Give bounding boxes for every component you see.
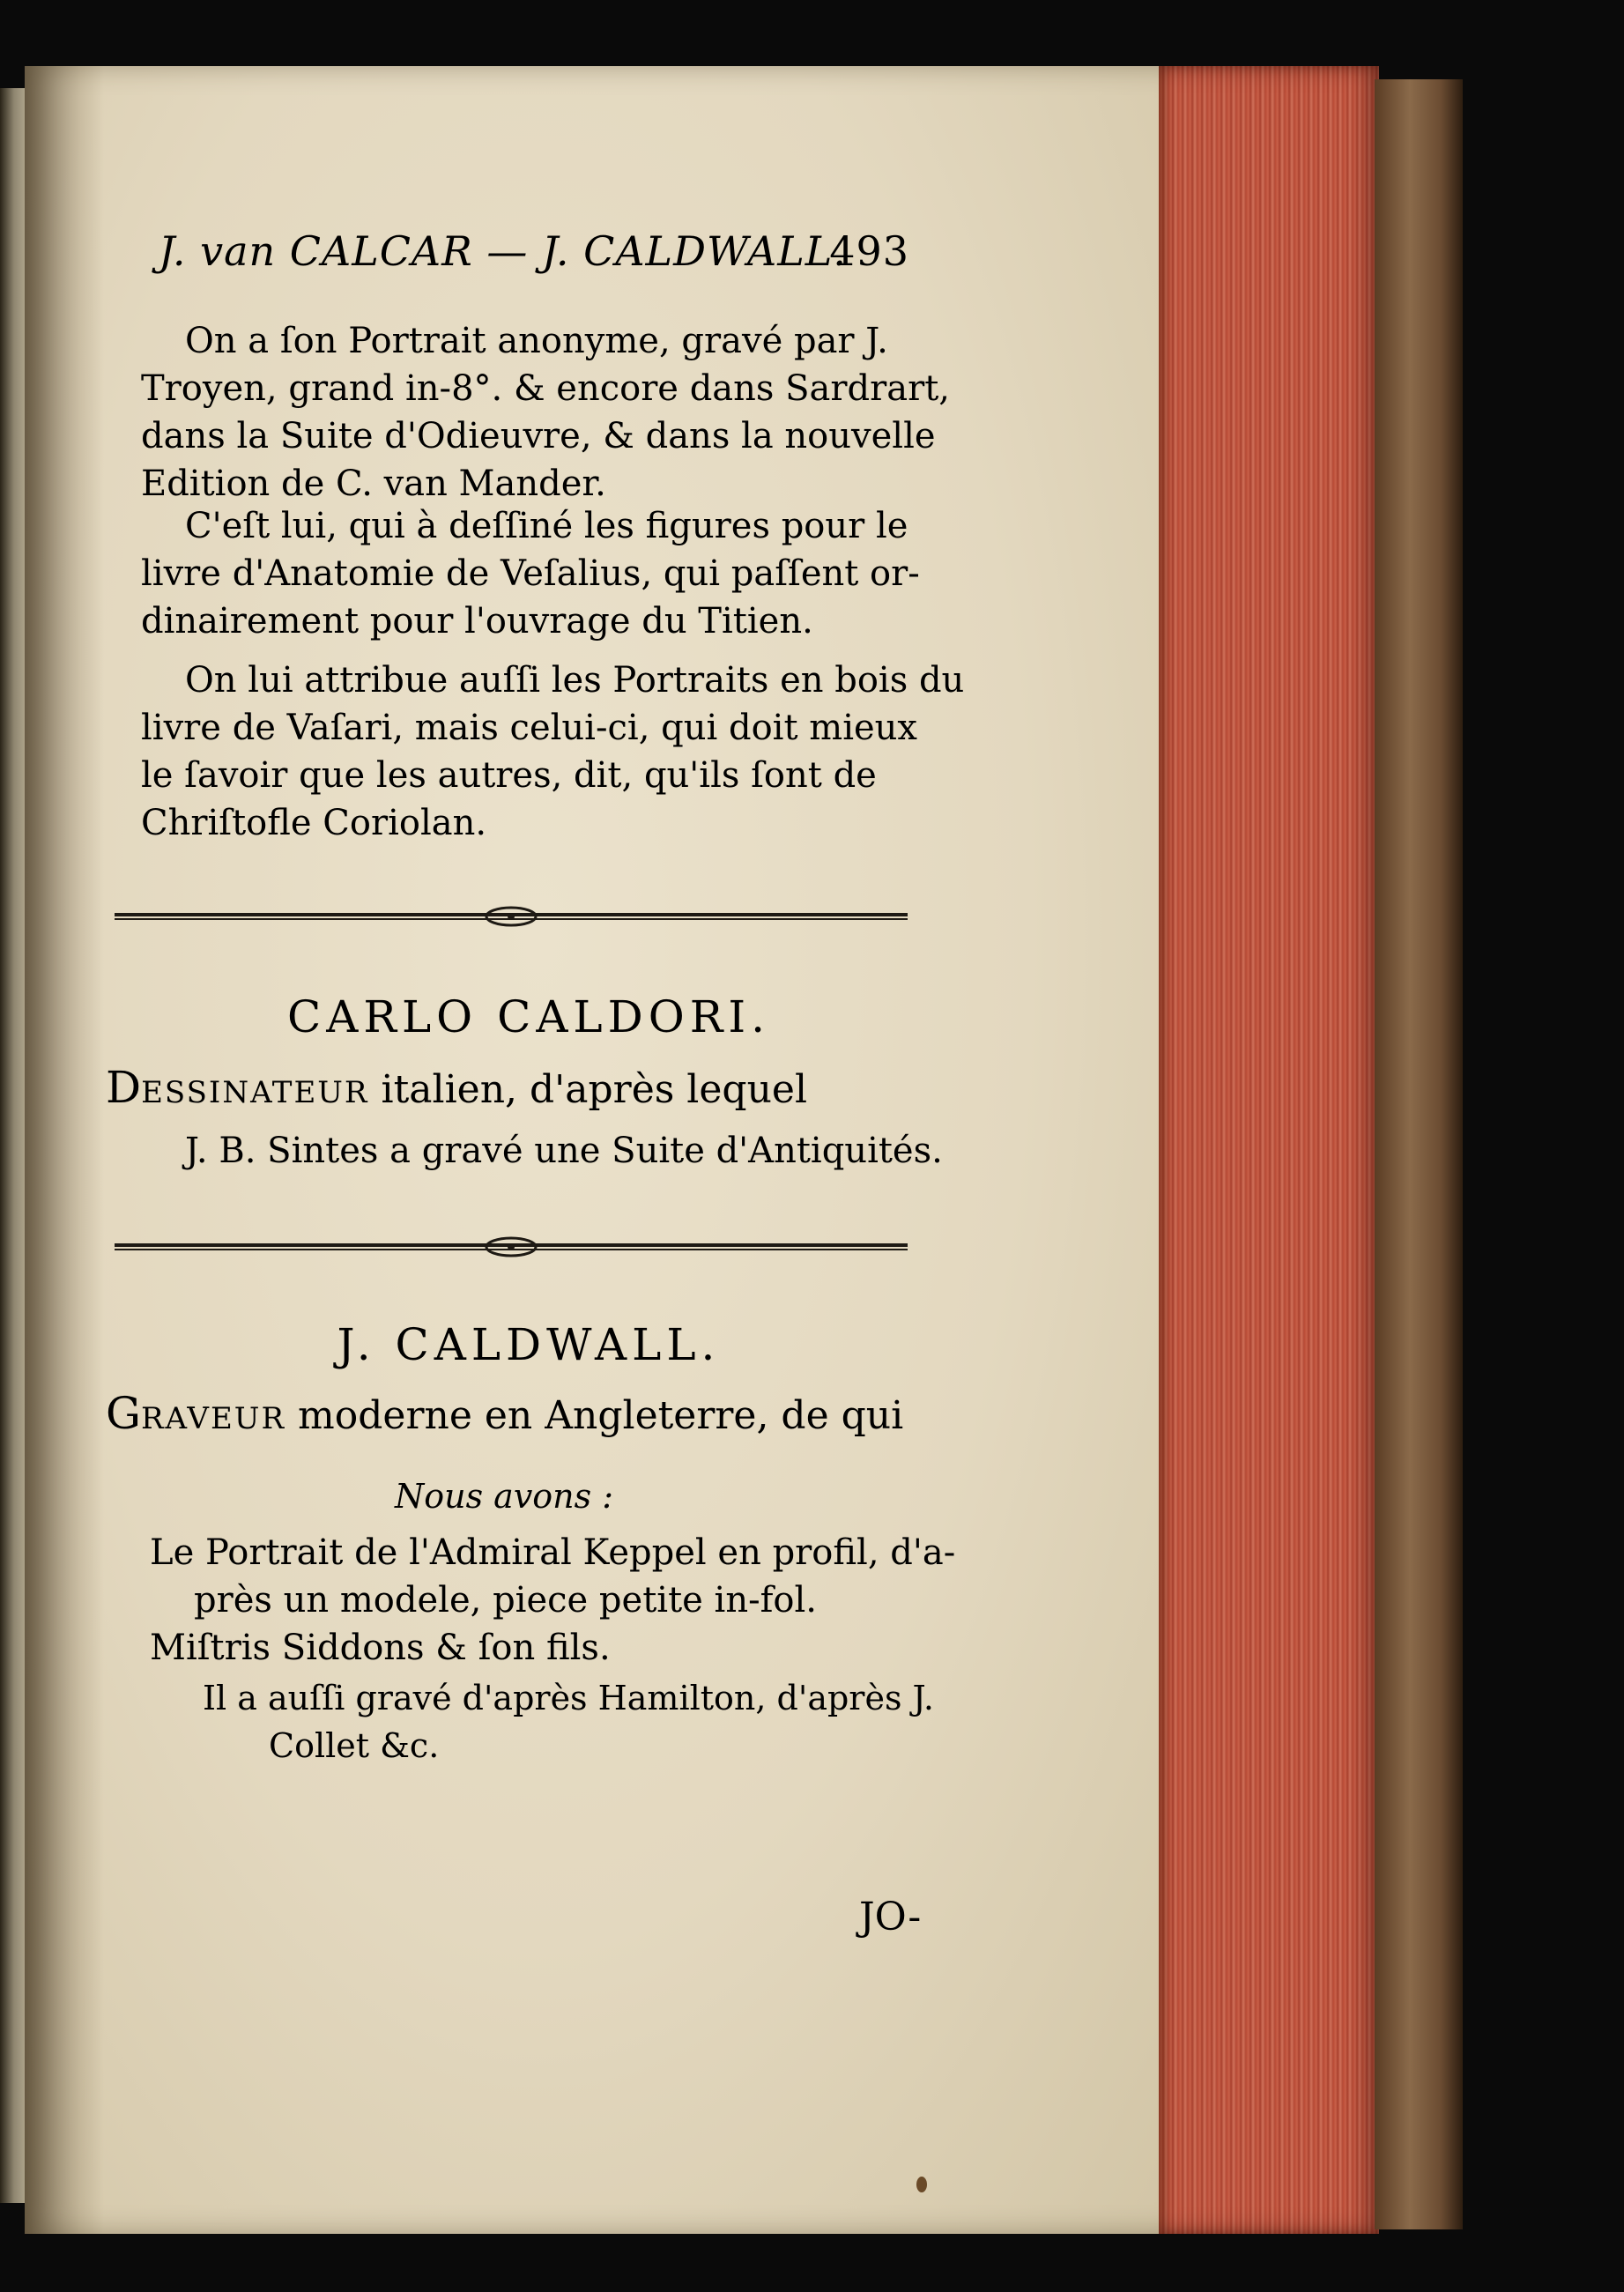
- description-text: italien, d'après lequel: [381, 1067, 808, 1112]
- text-line: dans la Suite d'Odieuvre, & dans la nouvelle: [141, 416, 936, 456]
- ornamental-rule: [115, 1236, 908, 1257]
- description-text: moderne en Angleterre, de qui: [298, 1393, 904, 1438]
- list-item: Miſtris Siddons & ſon fils.: [150, 1628, 611, 1668]
- text-line: dinairement pour l'ouvrage du Titien.: [141, 601, 813, 642]
- drop-initial: D: [106, 1062, 142, 1113]
- ornamental-rule: [115, 906, 908, 927]
- text-line: Collet &c.: [269, 1726, 440, 1765]
- running-head: [159, 227, 916, 275]
- small-caps-word: RAVEUR: [140, 1401, 286, 1436]
- text-line: Chriſtofle Coriolan.: [141, 803, 487, 843]
- drop-initial: G: [106, 1388, 141, 1439]
- running-head-title: J. van CALCAR — J. CALDWALL.: [159, 227, 847, 275]
- small-caps-word: ESSINATEUR: [141, 1075, 369, 1110]
- text-line: livre de Vaſari, mais celui-ci, qui doit mieux: [141, 708, 917, 748]
- text-line: Edition de C. van Mander.: [141, 464, 606, 504]
- page-number: 493: [829, 227, 909, 275]
- calcar-paragraph-1: [141, 317, 951, 508]
- text-line: le ſavoir que les autres, dit, qu'ils ſont de: [141, 755, 877, 796]
- calcar-paragraph-2: [141, 502, 920, 645]
- book-cover-edge: [1375, 79, 1463, 2229]
- paper-spot: [916, 2177, 927, 2192]
- text-line: Troyen, grand in-8°. & encore dans Sardrart,: [141, 368, 951, 409]
- text-line: C'eſt lui, qui à deſſiné les figures pour le: [185, 506, 908, 546]
- caldori-description: [106, 1062, 807, 1113]
- caldwall-note: [203, 1674, 934, 1769]
- caldwall-heading: J. CALDWALL.: [337, 1319, 721, 1370]
- list-item: Le Portrait de l'Admiral Keppel en profil, d'a-: [150, 1532, 956, 1573]
- text-line: On a ſon Portrait anonyme, gravé par J.: [185, 321, 888, 361]
- text-line: Il a auſſi gravé d'après Hamilton, d'après J.: [203, 1679, 934, 1717]
- red-page-edges: [1159, 66, 1379, 2234]
- text-line: On lui attribue auſſi les Portraits en bois du: [185, 660, 965, 701]
- caldwall-works-list: [150, 1529, 956, 1672]
- calcar-paragraph-3: [141, 656, 965, 847]
- nous-avons-label: Nous avons :: [395, 1477, 614, 1516]
- caldwall-description: [106, 1388, 903, 1439]
- caldori-heading: CARLO CALDORI.: [286, 991, 771, 1042]
- catchword: JO-: [859, 1895, 922, 1940]
- text-line: livre d'Anatomie de Veſalius, qui paſſent or-: [141, 553, 920, 594]
- caldori-description-line-2: J. B. Sintes a gravé une Suite d'Antiquités.: [185, 1131, 943, 1171]
- page-gutter-shadow: [25, 66, 104, 2234]
- list-item: près un modele, piece petite in-fol.: [194, 1580, 817, 1621]
